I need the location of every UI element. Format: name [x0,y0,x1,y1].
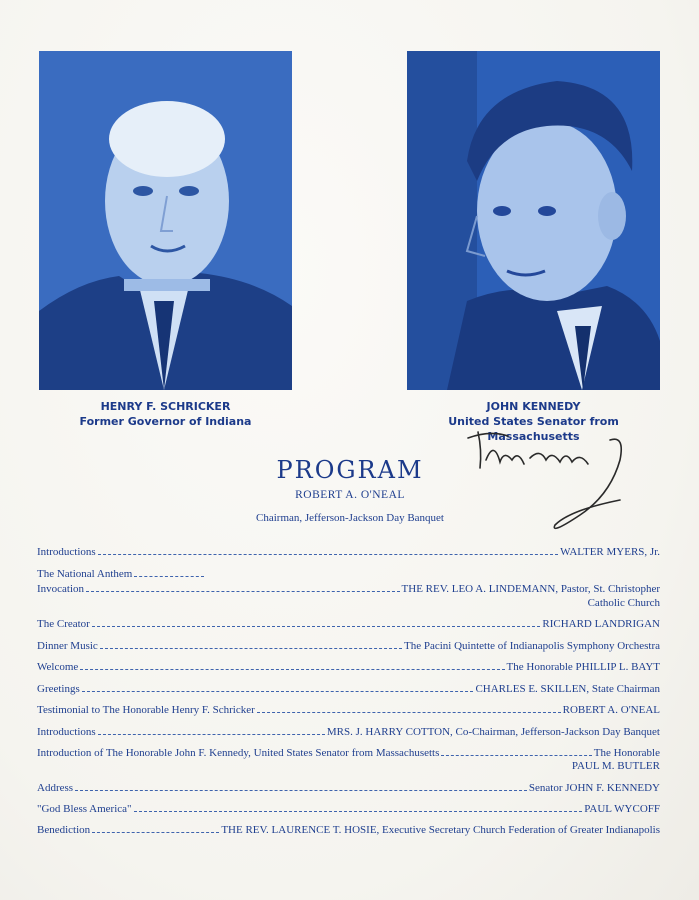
portrait-title: United States Senator from Massachusetts [448,415,619,443]
program-item [37,581,660,595]
item-value-continued: Catholic Church [587,597,660,609]
program-item [37,659,660,673]
item-value: MRS. J. HARRY COTTON, Co-Chairman, Jefferson-Jackson Day Banquet [326,726,660,738]
leader-dots [441,755,591,756]
item-value: Senator JOHN F. KENNEDY [528,782,660,794]
caption-schricker [39,399,292,429]
item-label: The Creator [37,618,90,630]
leader-dots [98,734,325,735]
leader-dots [86,591,399,592]
leader-dots [92,626,541,627]
item-label: "God Bless America" [37,803,132,815]
item-value: RICHARD LANDRIGAN [542,618,660,630]
portrait-name: HENRY F. SCHRICKER [100,400,231,413]
item-value: WALTER MYERS, Jr. [560,546,660,558]
leader-dots [82,691,474,692]
item-value: CHARLES E. SKILLEN, State Chairman [475,683,660,695]
leader-dots [134,811,583,812]
leader-dots [134,576,204,577]
program-item [37,780,660,794]
item-value: THE REV. LAURENCE T. HOSIE, Executive Secretary Church Federation of Greater Indianapolis [221,824,660,836]
program-item [37,822,660,836]
item-label: The National Anthem [37,568,133,580]
portrait-title: Former Governor of Indiana [79,415,252,428]
leader-dots [100,648,402,649]
portrait-photo-schricker [39,51,292,390]
item-label: Dinner Music [37,640,98,652]
item-value: The Honorable PHILLIP L. BAYT [506,661,660,673]
item-label: Greetings [37,683,80,695]
item-value: ROBERT A. O'NEAL [562,704,660,716]
portrait-illustration [407,51,660,390]
leader-dots [257,712,561,713]
item-label: Address [37,782,74,794]
chairman-title: Chairman, Jefferson-Jackson Day Banquet [256,512,444,524]
portrait-photo-kennedy [407,51,660,390]
program-item [37,544,660,558]
program-item [37,638,660,652]
program-item [37,801,660,815]
item-label: Welcome [37,661,79,673]
leader-dots [80,669,504,670]
item-value: The Honorable [593,747,660,759]
program-item [37,681,660,695]
program-item [37,616,660,630]
item-label: Introductions [37,546,96,558]
item-label: Invocation [37,583,85,595]
item-value: The Pacini Quintette of Indianapolis Symphony Orchestra [404,640,660,652]
item-label: Testimonial to The Honorable Henry F. Schricker [37,704,255,716]
program-title: PROGRAM [276,456,424,484]
portrait-name: JOHN KENNEDY [486,400,581,413]
leader-dots [98,554,559,555]
item-label: Introduction of The Honorable John F. Kennedy, United States Senator from Massachusetts [37,747,440,759]
item-label: Benediction [37,824,91,836]
program-item [37,702,660,716]
portrait-illustration [39,51,292,390]
item-label: Introductions [37,726,96,738]
leader-dots [75,790,527,791]
chairman-name: ROBERT A. O'NEAL [295,489,405,501]
item-value-continued: PAUL M. BUTLER [571,760,660,772]
program-item [37,745,660,759]
item-value: THE REV. LEO A. LINDEMANN, Pastor, St. Christopher [401,583,660,595]
item-value: PAUL WYCOFF [584,803,660,815]
program-item [37,566,660,580]
leader-dots [92,832,219,833]
program-item [37,724,660,738]
